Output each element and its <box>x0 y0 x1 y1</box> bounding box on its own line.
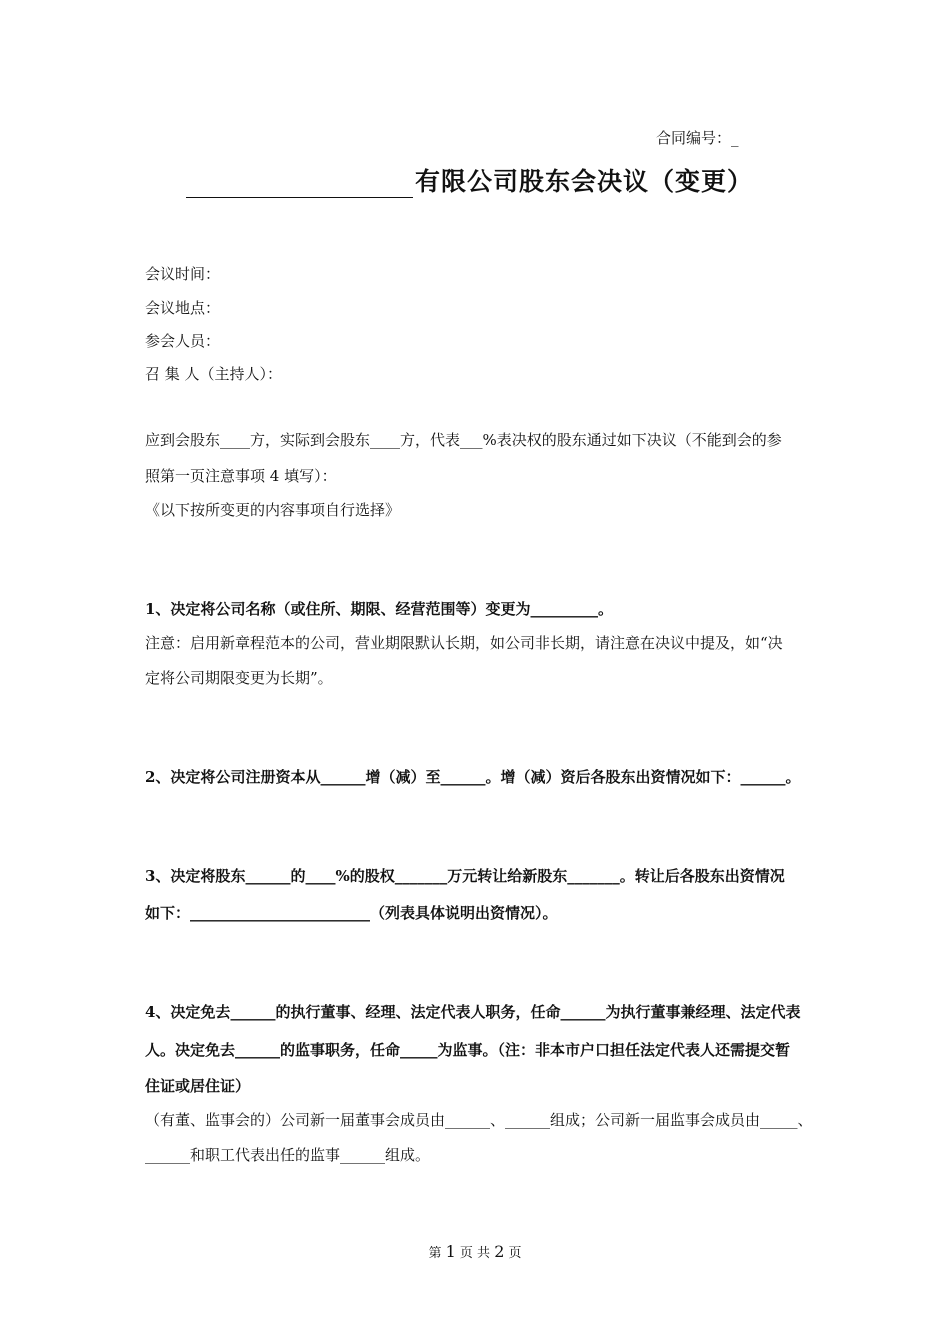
title-text: 有限公司股东会决议（变更） <box>415 167 754 196</box>
intro-paragraph-line2: 照第一页注意事项 4 填写）： <box>145 467 337 485</box>
item4-note-line1: （有董、监事会的）公司新一届董事会成员由______、______组成；公司新一届监事会成员由_____、 <box>145 1111 813 1129</box>
document-title <box>186 162 753 198</box>
page-footer <box>0 1242 950 1261</box>
footer-total-pages: 2 <box>494 1242 505 1261</box>
footer-suffix: 页 <box>504 1246 522 1261</box>
title-company-blank <box>186 171 413 198</box>
item3-line2: 如下：________________________（列表具体说明出资情况）。 <box>145 904 558 922</box>
item2-text: 2、决定将公司注册资本从______增（减）至______。增（减）资后各股东出资情况如下：______。 <box>145 768 801 786</box>
meeting-place-label: 会议地点： <box>145 299 221 317</box>
attendees-label: 参会人员： <box>145 332 221 350</box>
item4-line2: 人。决定免去______的监事职务，任命_____为监事。（注：非本市户口担任法定代表人还需提交暂 <box>145 1041 791 1059</box>
select-note: 《以下按所变更的内容事项自行选择》 <box>145 501 401 519</box>
contract-number: 合同编号：_ <box>656 129 739 147</box>
item4-line3: 住证或居住证） <box>145 1077 251 1095</box>
footer-mid: 页 共 <box>455 1246 495 1261</box>
footer-current-page: 1 <box>445 1242 456 1261</box>
footer-prefix: 第 <box>428 1246 446 1261</box>
item4-note-line2: ______和职工代表出任的监事______组成。 <box>145 1146 431 1164</box>
item1-note-line1: 注意：启用新章程范本的公司，营业期限默认长期，如公司非长期，请注意在决议中提及，如“决 <box>145 634 783 652</box>
meeting-time-label: 会议时间： <box>145 265 221 283</box>
item1-note-line2: 定将公司期限变更为长期”。 <box>145 669 333 687</box>
item3-line1: 3、决定将股东______的____%的股权_______万元转让给新股东_______。转让后各股东出资情况 <box>145 867 785 885</box>
intro-paragraph-line1: 应到会股东____方，实际到会股东____方，代表___%表决权的股东通过如下决议（不能到会的参 <box>145 431 782 449</box>
convener-label: 召 集 人（主持人）： <box>145 365 283 383</box>
item1-heading: 1、决定将公司名称（或住所、期限、经营范围等）变更为_________。 <box>145 600 613 618</box>
item4-line1: 4、决定免去______的执行董事、经理、法定代表人职务，任命______为执行董事兼经理、法定代表 <box>145 1003 801 1021</box>
